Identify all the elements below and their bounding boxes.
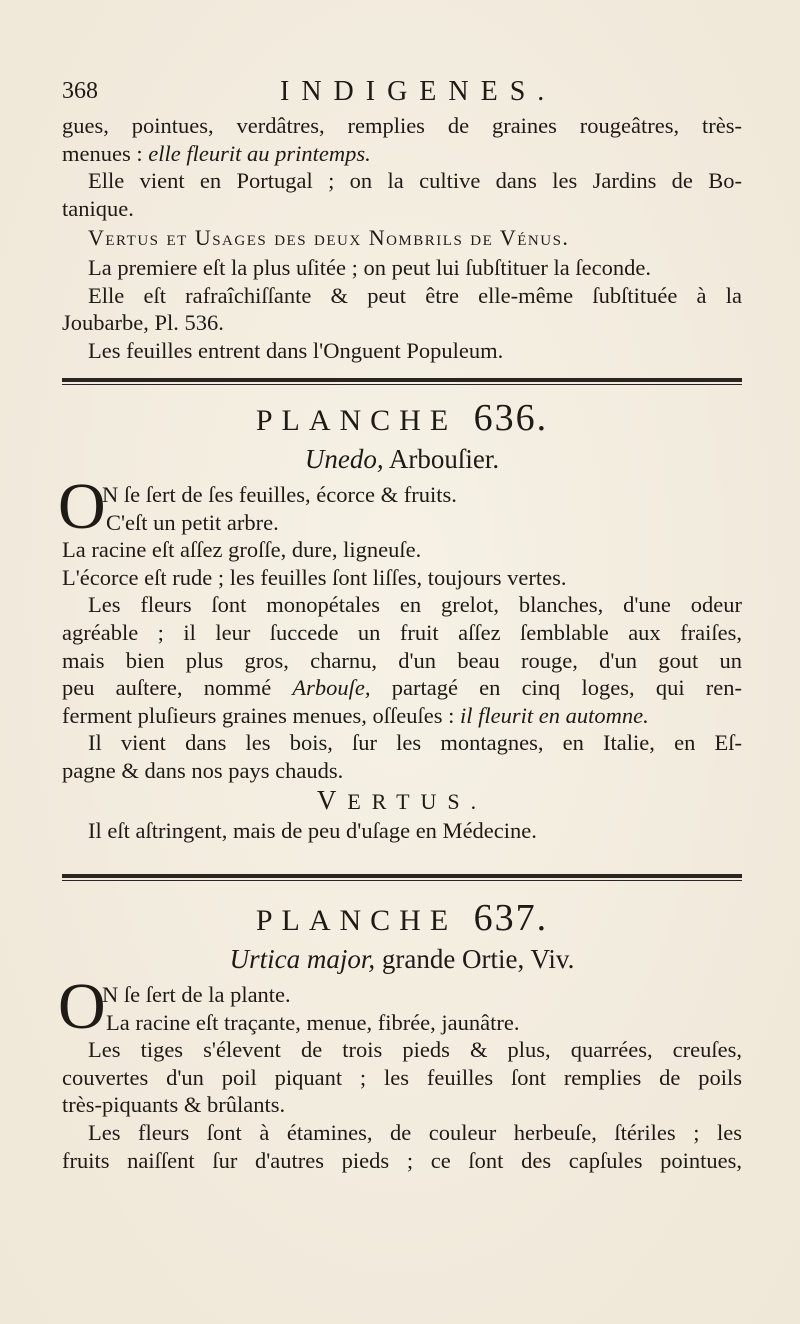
text-line: La racine eſt aſſez groſſe, dure, ligneuſe. — [62, 537, 422, 563]
text-line: tanique. — [62, 195, 134, 221]
text-line: Il eſt aſtringent, mais de peu d'uſage en Médecine. — [88, 817, 537, 843]
text-line: couvertes d'un poil piquant ; les feuilles ſont remplies de poils — [62, 1064, 742, 1090]
plate-title: PLANCHE 637. — [255, 897, 549, 939]
text-line: L'écorce eſt rude ; les feuilles ſont liſſes, toujours vertes. — [62, 564, 567, 590]
text-line: fruits naiſſent ſur d'autres pieds ; ce ſont des capſules pointues, — [62, 1147, 742, 1173]
text-line: peu auſtere, nommé Arbouſe, partagé en cinq loges, qui ren- — [62, 675, 742, 701]
plate-title: PLANCHE 636. — [255, 397, 549, 439]
section-divider — [62, 874, 742, 881]
page-number: 368 — [62, 78, 98, 104]
text-line: très-piquants & brûlants. — [62, 1092, 286, 1118]
previous-plate-continuation — [62, 112, 742, 364]
text-line: pagne & dans nos pays chauds. — [62, 757, 344, 783]
drop-cap: O — [58, 470, 106, 543]
section-divider — [62, 378, 742, 385]
drop-cap: O — [58, 970, 106, 1043]
text-line: agréable ; il leur ſuccede un fruit aſſez ſemblable aux fraiſes, — [62, 619, 742, 645]
opening-paragraph — [58, 470, 742, 543]
text-line: ferment pluſieurs graines menues, oſſeuſes : il fleurit en automne. — [62, 702, 649, 728]
text-line: N ſe ſert de la plante. — [102, 982, 291, 1007]
opening-paragraph — [58, 970, 742, 1043]
text-line: Les fleurs ſont à étamines, de couleur herbeuſe, ſtériles ; les — [88, 1119, 742, 1145]
plant-name: Urtica major, grande Ortie, Viv. — [229, 944, 575, 974]
text-line: C'eſt un petit arbre. — [106, 509, 279, 535]
text-line: La racine eſt traçante, menue, fibrée, jaunâtre. — [106, 1009, 520, 1035]
text-line: La premiere eſt la plus uſitée ; on peut lui ſubſtituer la ſeconde. — [88, 254, 651, 280]
text-line: Les fleurs ſont monopétales en grelot, blanches, d'une odeur — [88, 592, 742, 618]
section-heading: Vertus et Usages des deux Nombrils de Vénus. — [88, 225, 570, 251]
text-line: Les tiges s'élevent de trois pieds & plus, quarrées, creuſes, — [88, 1037, 742, 1063]
text-line: mais bien plus gros, charnu, d'un beau rouge, d'un gout un — [62, 647, 742, 673]
text-line: Joubarbe, Pl. 536. — [62, 310, 224, 336]
text-line: menues : elle fleurit au printemps. — [62, 140, 371, 166]
vertus-heading: VERTUS. — [316, 784, 488, 815]
plate-636-section — [58, 397, 742, 844]
text-line: Elle vient en Portugal ; on la cultive dans les Jardins de Bo- — [88, 168, 742, 194]
text-line: Elle eſt rafraîchiſſante & peut être elle-même ſubſtituée à la — [88, 282, 742, 308]
flowering-note: elle fleurit au printemps. — [148, 140, 371, 166]
running-title: INDIGENES. — [280, 76, 557, 107]
text-line: Il vient dans les bois, ſur les montagnes, en Italie, en Eſ- — [88, 730, 742, 756]
plant-name: Unedo, Arbouſier. — [304, 444, 500, 474]
running-head — [62, 76, 742, 108]
text-line: N ſe ſert de ſes feuilles, écorce & fruits. — [102, 482, 457, 507]
text-line: Les feuilles entrent dans l'Onguent Populeum. — [88, 337, 504, 363]
text-line: gues, pointues, verdâtres, remplies de graines rougeâtres, très- — [62, 113, 742, 138]
plate-637-section — [58, 897, 742, 1174]
